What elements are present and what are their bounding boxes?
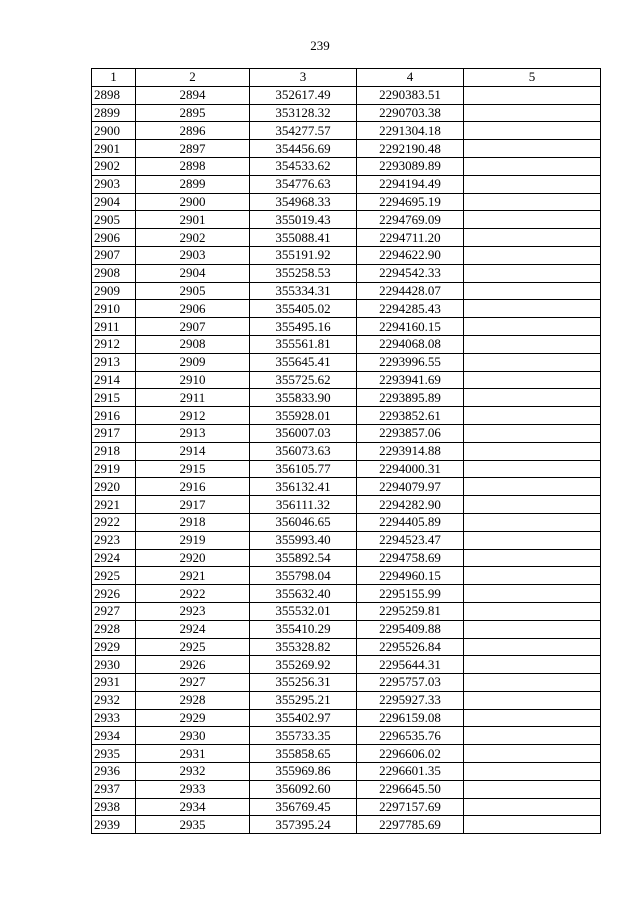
table-row: [92, 193, 601, 211]
note-cell: [464, 175, 601, 193]
row-number-cell: 2917: [92, 424, 136, 442]
note-cell: [464, 193, 601, 211]
x-coordinate-cell: 355402.97: [250, 709, 357, 727]
y-coordinate-cell: 2294000.31: [357, 460, 464, 478]
x-coordinate-cell: 355269.92: [250, 656, 357, 674]
table-row: [92, 371, 601, 389]
point-number-cell: 2928: [136, 691, 250, 709]
y-coordinate-cell: 2294428.07: [357, 282, 464, 300]
point-number-cell: 2898: [136, 157, 250, 175]
row-number-cell: 2933: [92, 709, 136, 727]
x-coordinate-cell: 355532.01: [250, 602, 357, 620]
row-number-cell: 2898: [92, 86, 136, 104]
y-coordinate-cell: 2294542.33: [357, 264, 464, 282]
table-row: [92, 318, 601, 336]
table-row: [92, 424, 601, 442]
row-number-cell: 2914: [92, 371, 136, 389]
x-coordinate-cell: 354968.33: [250, 193, 357, 211]
table-row: [92, 816, 601, 834]
y-coordinate-cell: 2294068.08: [357, 335, 464, 353]
row-number-cell: 2926: [92, 585, 136, 603]
row-number-cell: 2899: [92, 104, 136, 122]
row-number-cell: 2918: [92, 442, 136, 460]
point-number-cell: 2925: [136, 638, 250, 656]
row-number-cell: 2927: [92, 602, 136, 620]
x-coordinate-cell: 355833.90: [250, 389, 357, 407]
y-coordinate-cell: 2297157.69: [357, 798, 464, 816]
note-cell: [464, 638, 601, 656]
y-coordinate-cell: 2295927.33: [357, 691, 464, 709]
table-row: [92, 745, 601, 763]
column-header: 2: [136, 69, 250, 87]
point-number-cell: 2930: [136, 727, 250, 745]
row-number-cell: 2929: [92, 638, 136, 656]
note-cell: [464, 709, 601, 727]
table-row: [92, 638, 601, 656]
note-cell: [464, 567, 601, 585]
y-coordinate-cell: 2295409.88: [357, 620, 464, 638]
note-cell: [464, 816, 601, 834]
x-coordinate-cell: 355088.41: [250, 229, 357, 247]
note-cell: [464, 691, 601, 709]
y-coordinate-cell: 2294285.43: [357, 300, 464, 318]
x-coordinate-cell: 355928.01: [250, 407, 357, 425]
y-coordinate-cell: 2294695.19: [357, 193, 464, 211]
point-number-cell: 2907: [136, 318, 250, 336]
x-coordinate-cell: 355019.43: [250, 211, 357, 229]
note-cell: [464, 300, 601, 318]
row-number-cell: 2928: [92, 620, 136, 638]
note-cell: [464, 478, 601, 496]
y-coordinate-cell: 2296159.08: [357, 709, 464, 727]
x-coordinate-cell: 354533.62: [250, 157, 357, 175]
note-cell: [464, 211, 601, 229]
note-cell: [464, 460, 601, 478]
table-row: [92, 780, 601, 798]
table-row: [92, 407, 601, 425]
note-cell: [464, 371, 601, 389]
y-coordinate-cell: 2294079.97: [357, 478, 464, 496]
x-coordinate-cell: 355495.16: [250, 318, 357, 336]
row-number-cell: 2923: [92, 531, 136, 549]
y-coordinate-cell: 2296645.50: [357, 780, 464, 798]
row-number-cell: 2934: [92, 727, 136, 745]
point-number-cell: 2924: [136, 620, 250, 638]
row-number-cell: 2935: [92, 745, 136, 763]
y-coordinate-cell: 2294523.47: [357, 531, 464, 549]
point-number-cell: 2934: [136, 798, 250, 816]
point-number-cell: 2912: [136, 407, 250, 425]
note-cell: [464, 86, 601, 104]
row-number-cell: 2932: [92, 691, 136, 709]
y-coordinate-cell: 2295155.99: [357, 585, 464, 603]
y-coordinate-cell: 2294758.69: [357, 549, 464, 567]
y-coordinate-cell: 2293852.61: [357, 407, 464, 425]
row-number-cell: 2909: [92, 282, 136, 300]
y-coordinate-cell: 2293895.89: [357, 389, 464, 407]
row-number-cell: 2910: [92, 300, 136, 318]
row-number-cell: 2900: [92, 122, 136, 140]
note-cell: [464, 780, 601, 798]
row-number-cell: 2924: [92, 549, 136, 567]
point-number-cell: 2913: [136, 424, 250, 442]
table-row: [92, 549, 601, 567]
y-coordinate-cell: 2295526.84: [357, 638, 464, 656]
note-cell: [464, 282, 601, 300]
x-coordinate-cell: 355632.40: [250, 585, 357, 603]
x-coordinate-cell: 355969.86: [250, 763, 357, 781]
point-number-cell: 2911: [136, 389, 250, 407]
point-number-cell: 2933: [136, 780, 250, 798]
point-number-cell: 2904: [136, 264, 250, 282]
table-row: [92, 460, 601, 478]
y-coordinate-cell: 2295644.31: [357, 656, 464, 674]
table-row: [92, 229, 601, 247]
x-coordinate-cell: 355645.41: [250, 353, 357, 371]
point-number-cell: 2935: [136, 816, 250, 834]
note-cell: [464, 656, 601, 674]
table-row: [92, 104, 601, 122]
note-cell: [464, 442, 601, 460]
note-cell: [464, 318, 601, 336]
table-row: [92, 656, 601, 674]
table-row: [92, 246, 601, 264]
row-number-cell: 2925: [92, 567, 136, 585]
row-number-cell: 2907: [92, 246, 136, 264]
row-number-cell: 2902: [92, 157, 136, 175]
x-coordinate-cell: 355328.82: [250, 638, 357, 656]
row-number-cell: 2930: [92, 656, 136, 674]
note-cell: [464, 549, 601, 567]
row-number-cell: 2912: [92, 335, 136, 353]
table-row: [92, 140, 601, 158]
x-coordinate-cell: 355561.81: [250, 335, 357, 353]
y-coordinate-cell: 2294405.89: [357, 513, 464, 531]
row-number-cell: 2916: [92, 407, 136, 425]
point-number-cell: 2896: [136, 122, 250, 140]
table-row: [92, 763, 601, 781]
note-cell: [464, 674, 601, 692]
x-coordinate-cell: 357395.24: [250, 816, 357, 834]
y-coordinate-cell: 2293857.06: [357, 424, 464, 442]
table-row: [92, 602, 601, 620]
row-number-cell: 2920: [92, 478, 136, 496]
x-coordinate-cell: 355725.62: [250, 371, 357, 389]
table-row: [92, 442, 601, 460]
table-body: [92, 86, 601, 833]
x-coordinate-cell: 356105.77: [250, 460, 357, 478]
point-number-cell: 2929: [136, 709, 250, 727]
y-coordinate-cell: 2290383.51: [357, 86, 464, 104]
coordinates-table: [91, 68, 601, 834]
table-row: [92, 620, 601, 638]
note-cell: [464, 585, 601, 603]
note-cell: [464, 424, 601, 442]
x-coordinate-cell: 354277.57: [250, 122, 357, 140]
note-cell: [464, 157, 601, 175]
x-coordinate-cell: 356092.60: [250, 780, 357, 798]
note-cell: [464, 620, 601, 638]
row-number-cell: 2904: [92, 193, 136, 211]
point-number-cell: 2897: [136, 140, 250, 158]
note-cell: [464, 745, 601, 763]
x-coordinate-cell: 355858.65: [250, 745, 357, 763]
x-coordinate-cell: 355256.31: [250, 674, 357, 692]
point-number-cell: 2906: [136, 300, 250, 318]
row-number-cell: 2911: [92, 318, 136, 336]
x-coordinate-cell: 356046.65: [250, 513, 357, 531]
row-number-cell: 2936: [92, 763, 136, 781]
x-coordinate-cell: 354776.63: [250, 175, 357, 193]
table-row: [92, 335, 601, 353]
note-cell: [464, 496, 601, 514]
note-cell: [464, 104, 601, 122]
point-number-cell: 2914: [136, 442, 250, 460]
point-number-cell: 2917: [136, 496, 250, 514]
row-number-cell: 2906: [92, 229, 136, 247]
table-row: [92, 389, 601, 407]
table-row: [92, 513, 601, 531]
point-number-cell: 2923: [136, 602, 250, 620]
row-number-cell: 2901: [92, 140, 136, 158]
column-header: 3: [250, 69, 357, 87]
point-number-cell: 2905: [136, 282, 250, 300]
x-coordinate-cell: 356007.03: [250, 424, 357, 442]
y-coordinate-cell: 2293996.55: [357, 353, 464, 371]
point-number-cell: 2895: [136, 104, 250, 122]
note-cell: [464, 798, 601, 816]
row-number-cell: 2921: [92, 496, 136, 514]
x-coordinate-cell: 355405.02: [250, 300, 357, 318]
point-number-cell: 2916: [136, 478, 250, 496]
y-coordinate-cell: 2291304.18: [357, 122, 464, 140]
point-number-cell: 2915: [136, 460, 250, 478]
note-cell: [464, 335, 601, 353]
row-number-cell: 2903: [92, 175, 136, 193]
note-cell: [464, 122, 601, 140]
table-row: [92, 691, 601, 709]
note-cell: [464, 727, 601, 745]
row-number-cell: 2922: [92, 513, 136, 531]
x-coordinate-cell: 355410.29: [250, 620, 357, 638]
point-number-cell: 2932: [136, 763, 250, 781]
note-cell: [464, 246, 601, 264]
x-coordinate-cell: 356132.41: [250, 478, 357, 496]
table-row: [92, 282, 601, 300]
table-row: [92, 478, 601, 496]
table-row: [92, 300, 601, 318]
x-coordinate-cell: 355892.54: [250, 549, 357, 567]
y-coordinate-cell: 2294160.15: [357, 318, 464, 336]
point-number-cell: 2931: [136, 745, 250, 763]
row-number-cell: 2931: [92, 674, 136, 692]
y-coordinate-cell: 2293089.89: [357, 157, 464, 175]
table-header-row: [92, 69, 601, 87]
point-number-cell: 2927: [136, 674, 250, 692]
row-number-cell: 2915: [92, 389, 136, 407]
note-cell: [464, 389, 601, 407]
table-row: [92, 211, 601, 229]
y-coordinate-cell: 2294282.90: [357, 496, 464, 514]
note-cell: [464, 264, 601, 282]
point-number-cell: 2900: [136, 193, 250, 211]
column-header: 4: [357, 69, 464, 87]
y-coordinate-cell: 2294194.49: [357, 175, 464, 193]
table-row: [92, 674, 601, 692]
x-coordinate-cell: 356111.32: [250, 496, 357, 514]
x-coordinate-cell: 355295.21: [250, 691, 357, 709]
x-coordinate-cell: 355798.04: [250, 567, 357, 585]
point-number-cell: 2909: [136, 353, 250, 371]
row-number-cell: 2919: [92, 460, 136, 478]
y-coordinate-cell: 2295757.03: [357, 674, 464, 692]
table-row: [92, 175, 601, 193]
x-coordinate-cell: 353128.32: [250, 104, 357, 122]
table-row: [92, 798, 601, 816]
note-cell: [464, 353, 601, 371]
x-coordinate-cell: 355334.31: [250, 282, 357, 300]
column-header: 1: [92, 69, 136, 87]
point-number-cell: 2919: [136, 531, 250, 549]
x-coordinate-cell: 354456.69: [250, 140, 357, 158]
table-row: [92, 727, 601, 745]
point-number-cell: 2926: [136, 656, 250, 674]
table-row: [92, 264, 601, 282]
y-coordinate-cell: 2290703.38: [357, 104, 464, 122]
y-coordinate-cell: 2292190.48: [357, 140, 464, 158]
page-number: 239: [310, 38, 330, 53]
column-header: 5: [464, 69, 601, 87]
table-row: [92, 353, 601, 371]
y-coordinate-cell: 2294769.09: [357, 211, 464, 229]
y-coordinate-cell: 2293941.69: [357, 371, 464, 389]
y-coordinate-cell: 2293914.88: [357, 442, 464, 460]
y-coordinate-cell: 2294960.15: [357, 567, 464, 585]
row-number-cell: 2938: [92, 798, 136, 816]
table-row: [92, 585, 601, 603]
table-row: [92, 709, 601, 727]
table-row: [92, 496, 601, 514]
table-row: [92, 531, 601, 549]
note-cell: [464, 763, 601, 781]
row-number-cell: 2913: [92, 353, 136, 371]
point-number-cell: 2908: [136, 335, 250, 353]
point-number-cell: 2918: [136, 513, 250, 531]
note-cell: [464, 513, 601, 531]
point-number-cell: 2910: [136, 371, 250, 389]
y-coordinate-cell: 2296606.02: [357, 745, 464, 763]
x-coordinate-cell: 355733.35: [250, 727, 357, 745]
point-number-cell: 2921: [136, 567, 250, 585]
note-cell: [464, 407, 601, 425]
row-number-cell: 2908: [92, 264, 136, 282]
x-coordinate-cell: 352617.49: [250, 86, 357, 104]
point-number-cell: 2902: [136, 229, 250, 247]
note-cell: [464, 531, 601, 549]
point-number-cell: 2901: [136, 211, 250, 229]
y-coordinate-cell: 2294622.90: [357, 246, 464, 264]
y-coordinate-cell: 2295259.81: [357, 602, 464, 620]
row-number-cell: 2905: [92, 211, 136, 229]
point-number-cell: 2903: [136, 246, 250, 264]
point-number-cell: 2899: [136, 175, 250, 193]
x-coordinate-cell: 355191.92: [250, 246, 357, 264]
note-cell: [464, 140, 601, 158]
point-number-cell: 2920: [136, 549, 250, 567]
y-coordinate-cell: 2296601.35: [357, 763, 464, 781]
x-coordinate-cell: 355993.40: [250, 531, 357, 549]
note-cell: [464, 602, 601, 620]
y-coordinate-cell: 2296535.76: [357, 727, 464, 745]
note-cell: [464, 229, 601, 247]
table-row: [92, 86, 601, 104]
point-number-cell: 2894: [136, 86, 250, 104]
row-number-cell: 2937: [92, 780, 136, 798]
x-coordinate-cell: 356073.63: [250, 442, 357, 460]
table-row: [92, 567, 601, 585]
x-coordinate-cell: 356769.45: [250, 798, 357, 816]
x-coordinate-cell: 355258.53: [250, 264, 357, 282]
row-number-cell: 2939: [92, 816, 136, 834]
table-row: [92, 157, 601, 175]
y-coordinate-cell: 2297785.69: [357, 816, 464, 834]
point-number-cell: 2922: [136, 585, 250, 603]
y-coordinate-cell: 2294711.20: [357, 229, 464, 247]
table-row: [92, 122, 601, 140]
